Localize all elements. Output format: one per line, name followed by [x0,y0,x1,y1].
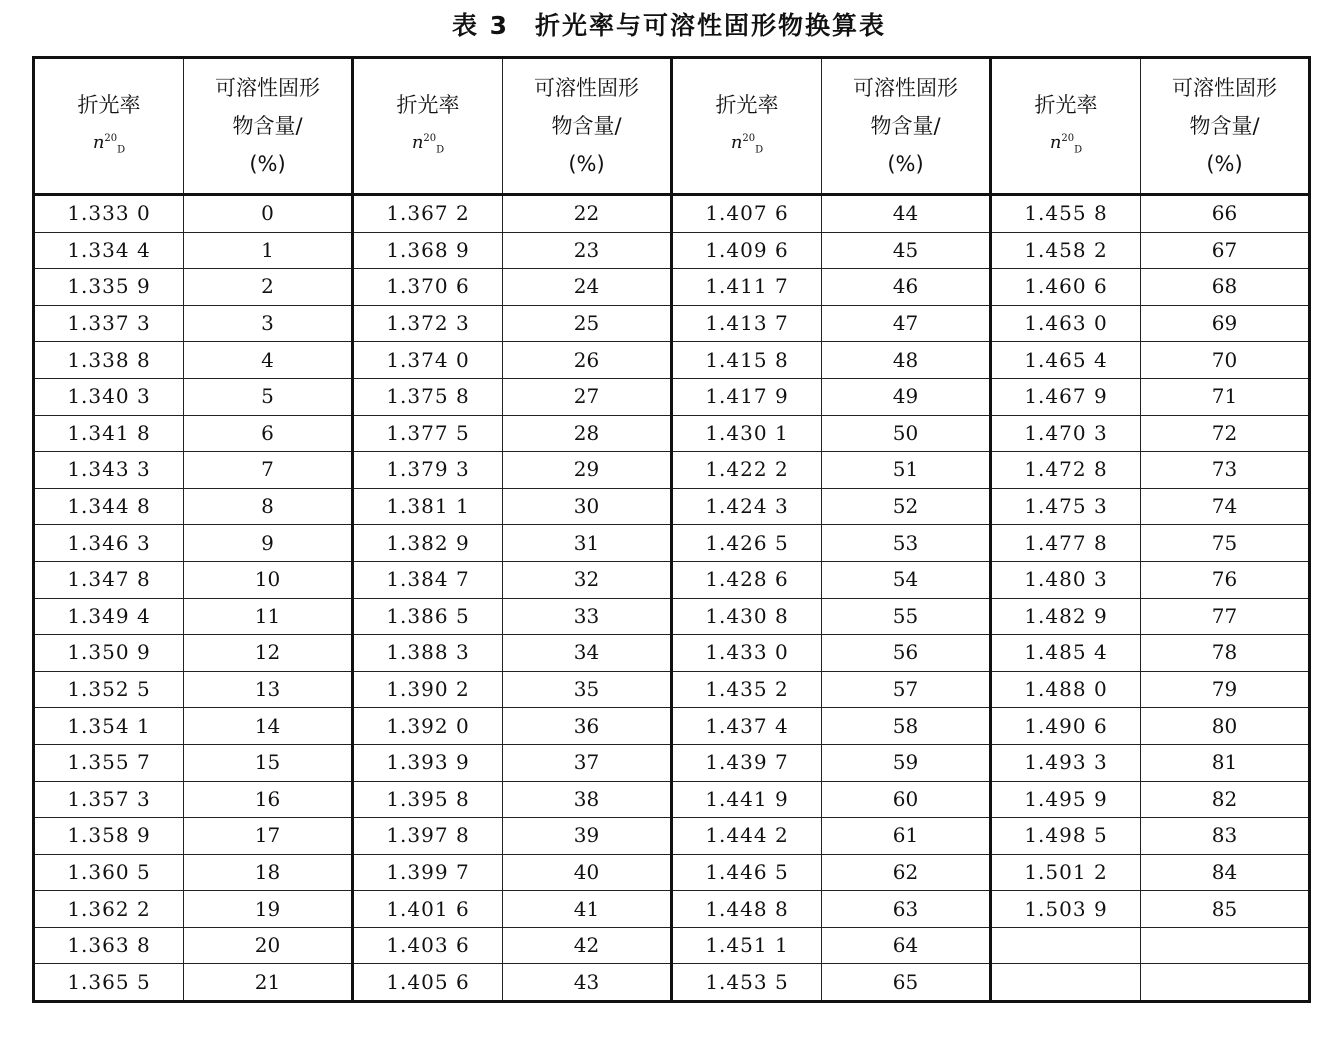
soluble-solids-cell: 36 [503,708,672,745]
refractive-index-cell: 1.381 1 [353,488,503,525]
refractive-index-cell: 1.337 3 [34,305,184,342]
refractive-index-cell: 1.355 7 [34,744,184,781]
soluble-solids-cell: 67 [1141,232,1310,269]
soluble-solids-cell: 63 [822,891,991,928]
soluble-solids-cell: 38 [503,781,672,818]
refractive-index-cell: 1.463 0 [991,305,1141,342]
soluble-solids-cell: 56 [822,635,991,672]
header-soluble-solids: 可溶性固形 物含量/ (%) [503,58,672,195]
soluble-solids-cell: 70 [1141,342,1310,379]
refractive-index-cell: 1.386 5 [353,598,503,635]
refractive-index-cell: 1.372 3 [353,305,503,342]
refractive-index-cell: 1.480 3 [991,561,1141,598]
header-ri-label: 折光率 [77,93,141,118]
soluble-solids-cell: 52 [822,488,991,525]
refractive-index-cell: 1.475 3 [991,488,1141,525]
table-row [34,818,1310,855]
soluble-solids-cell: 79 [1141,671,1310,708]
soluble-solids-cell: 33 [503,598,672,635]
soluble-solids-cell: 47 [822,305,991,342]
header-ri-label: 折光率 [1034,93,1098,118]
refractive-index-cell: 1.335 9 [34,269,184,306]
soluble-solids-cell: 74 [1141,488,1310,525]
table-row [34,891,1310,928]
refractive-index-cell [991,927,1141,964]
table-title-text: 折光率与可溶性固形物换算表 [535,11,887,40]
soluble-solids-cell: 2 [184,269,353,306]
table-row [34,342,1310,379]
soluble-solids-cell: 27 [503,378,672,415]
refractive-index-cell: 1.482 9 [991,598,1141,635]
soluble-solids-cell: 49 [822,378,991,415]
refractive-index-cell: 1.458 2 [991,232,1141,269]
soluble-solids-cell: 64 [822,927,991,964]
refractive-index-cell: 1.490 6 [991,708,1141,745]
refractive-index-cell: 1.399 7 [353,854,503,891]
soluble-solids-cell: 20 [184,927,353,964]
refractive-index-cell: 1.460 6 [991,269,1141,306]
refractive-index-cell: 1.365 5 [34,964,184,1002]
refractive-index-cell: 1.501 2 [991,854,1141,891]
soluble-solids-cell: 5 [184,378,353,415]
header-soluble-solids: 可溶性固形 物含量/ (%) [1141,58,1310,195]
soluble-solids-cell: 66 [1141,195,1310,233]
refractive-index-cell: 1.451 1 [672,927,822,964]
table-row [34,305,1310,342]
refractive-index-cell: 1.467 9 [991,378,1141,415]
table-title [0,8,1338,44]
soluble-solids-cell: 23 [503,232,672,269]
header-soluble-solids: 可溶性固形 物含量/ (%) [822,58,991,195]
soluble-solids-cell: 68 [1141,269,1310,306]
table-header [34,58,1310,195]
soluble-solids-cell [1141,964,1310,1002]
refractive-index-cell: 1.415 8 [672,342,822,379]
soluble-solids-cell: 71 [1141,378,1310,415]
soluble-solids-cell: 6 [184,415,353,452]
table-row [34,671,1310,708]
refractive-index-cell: 1.433 0 [672,635,822,672]
soluble-solids-cell: 16 [184,781,353,818]
refractive-index-cell: 1.493 3 [991,744,1141,781]
table-row [34,598,1310,635]
refractive-index-cell: 1.444 2 [672,818,822,855]
table-row [34,525,1310,562]
refractive-index-cell: 1.470 3 [991,415,1141,452]
refractive-index-cell: 1.377 5 [353,415,503,452]
soluble-solids-cell: 59 [822,744,991,781]
refractive-index-cell: 1.453 5 [672,964,822,1002]
soluble-solids-cell: 15 [184,744,353,781]
refractive-index-cell: 1.407 6 [672,195,822,233]
soluble-solids-cell: 17 [184,818,353,855]
soluble-solids-cell: 26 [503,342,672,379]
refractive-index-cell: 1.488 0 [991,671,1141,708]
header-refractive-index [34,58,184,195]
table-row [34,854,1310,891]
header-refractive-index [991,58,1141,195]
soluble-solids-cell: 40 [503,854,672,891]
refractive-index-cell: 1.498 5 [991,818,1141,855]
refractive-index-cell: 1.367 2 [353,195,503,233]
soluble-solids-cell: 12 [184,635,353,672]
refractive-index-cell: 1.368 9 [353,232,503,269]
soluble-solids-cell: 81 [1141,744,1310,781]
table-row [34,415,1310,452]
refractive-index-cell: 1.374 0 [353,342,503,379]
soluble-solids-cell: 50 [822,415,991,452]
refractive-index-cell [991,964,1141,1002]
refractive-index-cell: 1.362 2 [34,891,184,928]
refractive-index-cell: 1.495 9 [991,781,1141,818]
table-row [34,561,1310,598]
soluble-solids-cell: 39 [503,818,672,855]
soluble-solids-cell: 62 [822,854,991,891]
soluble-solids-cell: 44 [822,195,991,233]
soluble-solids-cell: 54 [822,561,991,598]
refractive-index-cell: 1.424 3 [672,488,822,525]
soluble-solids-cell: 7 [184,452,353,489]
refractive-index-cell: 1.344 8 [34,488,184,525]
soluble-solids-cell: 29 [503,452,672,489]
soluble-solids-cell: 32 [503,561,672,598]
soluble-solids-cell: 43 [503,964,672,1002]
soluble-solids-cell: 84 [1141,854,1310,891]
refractive-index-cell: 1.395 8 [353,781,503,818]
conversion-table [32,56,1311,1003]
refractive-index-cell: 1.375 8 [353,378,503,415]
refractive-index-cell: 1.465 4 [991,342,1141,379]
refractive-index-cell: 1.379 3 [353,452,503,489]
header-ri-symbol: $n^{20}_D$ [1049,132,1083,156]
soluble-solids-cell: 73 [1141,452,1310,489]
soluble-solids-cell: 85 [1141,891,1310,928]
refractive-index-cell: 1.503 9 [991,891,1141,928]
refractive-index-cell: 1.397 8 [353,818,503,855]
soluble-solids-cell: 8 [184,488,353,525]
table-row [34,635,1310,672]
refractive-index-cell: 1.357 3 [34,781,184,818]
table-row [34,708,1310,745]
table-row [34,927,1310,964]
soluble-solids-cell: 34 [503,635,672,672]
soluble-solids-cell: 55 [822,598,991,635]
soluble-solids-cell: 41 [503,891,672,928]
refractive-index-cell: 1.417 9 [672,378,822,415]
soluble-solids-cell: 13 [184,671,353,708]
soluble-solids-cell: 10 [184,561,353,598]
soluble-solids-cell: 80 [1141,708,1310,745]
refractive-index-cell: 1.409 6 [672,232,822,269]
refractive-index-cell: 1.401 6 [353,891,503,928]
soluble-solids-cell: 31 [503,525,672,562]
refractive-index-cell: 1.441 9 [672,781,822,818]
header-refractive-index [672,58,822,195]
refractive-index-cell: 1.340 3 [34,378,184,415]
refractive-index-cell: 1.358 9 [34,818,184,855]
table-row [34,269,1310,306]
soluble-solids-cell [1141,927,1310,964]
table-row [34,195,1310,233]
header-soluble-solids: 可溶性固形 物含量/ (%) [184,58,353,195]
refractive-index-cell: 1.388 3 [353,635,503,672]
soluble-solids-cell: 0 [184,195,353,233]
table-row [34,964,1310,1002]
table-row [34,378,1310,415]
refractive-index-cell: 1.393 9 [353,744,503,781]
soluble-solids-cell: 35 [503,671,672,708]
soluble-solids-cell: 22 [503,195,672,233]
soluble-solids-cell: 37 [503,744,672,781]
soluble-solids-cell: 53 [822,525,991,562]
refractive-index-cell: 1.477 8 [991,525,1141,562]
refractive-index-cell: 1.343 3 [34,452,184,489]
soluble-solids-cell: 82 [1141,781,1310,818]
refractive-index-cell: 1.349 4 [34,598,184,635]
soluble-solids-cell: 1 [184,232,353,269]
soluble-solids-cell: 48 [822,342,991,379]
refractive-index-cell: 1.363 8 [34,927,184,964]
soluble-solids-cell: 3 [184,305,353,342]
refractive-index-cell: 1.346 3 [34,525,184,562]
soluble-solids-cell: 72 [1141,415,1310,452]
refractive-index-cell: 1.352 5 [34,671,184,708]
refractive-index-cell: 1.354 1 [34,708,184,745]
header-ri-symbol: $n^{20}_D$ [92,132,126,156]
refractive-index-cell: 1.392 0 [353,708,503,745]
soluble-solids-cell: 14 [184,708,353,745]
soluble-solids-cell: 18 [184,854,353,891]
table-number: 表 3 [451,11,510,40]
refractive-index-cell: 1.472 8 [991,452,1141,489]
refractive-index-cell: 1.455 8 [991,195,1141,233]
soluble-solids-cell: 24 [503,269,672,306]
refractive-index-cell: 1.411 7 [672,269,822,306]
soluble-solids-cell: 65 [822,964,991,1002]
soluble-solids-cell: 83 [1141,818,1310,855]
soluble-solids-cell: 58 [822,708,991,745]
header-ri-symbol: $n^{20}_D$ [411,132,445,156]
soluble-solids-cell: 21 [184,964,353,1002]
soluble-solids-cell: 75 [1141,525,1310,562]
refractive-index-cell: 1.360 5 [34,854,184,891]
refractive-index-cell: 1.430 8 [672,598,822,635]
header-ri-label: 折光率 [715,93,779,118]
soluble-solids-cell: 4 [184,342,353,379]
refractive-index-cell: 1.448 8 [672,891,822,928]
refractive-index-cell: 1.439 7 [672,744,822,781]
refractive-index-cell: 1.485 4 [991,635,1141,672]
refractive-index-cell: 1.384 7 [353,561,503,598]
header-row [34,58,1310,195]
refractive-index-cell: 1.437 4 [672,708,822,745]
table-row [34,232,1310,269]
refractive-index-cell: 1.341 8 [34,415,184,452]
soluble-solids-cell: 51 [822,452,991,489]
soluble-solids-cell: 60 [822,781,991,818]
refractive-index-cell: 1.338 8 [34,342,184,379]
refractive-index-cell: 1.446 5 [672,854,822,891]
soluble-solids-cell: 78 [1141,635,1310,672]
refractive-index-cell: 1.334 4 [34,232,184,269]
table-row [34,452,1310,489]
soluble-solids-cell: 9 [184,525,353,562]
table-row [34,744,1310,781]
soluble-solids-cell: 25 [503,305,672,342]
header-ri-symbol: $n^{20}_D$ [730,132,764,156]
refractive-index-cell: 1.413 7 [672,305,822,342]
refractive-index-cell: 1.428 6 [672,561,822,598]
soluble-solids-cell: 30 [503,488,672,525]
table-body [34,195,1310,1002]
refractive-index-cell: 1.405 6 [353,964,503,1002]
refractive-index-cell: 1.382 9 [353,525,503,562]
refractive-index-cell: 1.430 1 [672,415,822,452]
refractive-index-cell: 1.403 6 [353,927,503,964]
refractive-index-cell: 1.422 2 [672,452,822,489]
refractive-index-cell: 1.426 5 [672,525,822,562]
soluble-solids-cell: 77 [1141,598,1310,635]
header-ri-label: 折光率 [396,93,460,118]
refractive-index-cell: 1.350 9 [34,635,184,672]
soluble-solids-cell: 45 [822,232,991,269]
header-refractive-index [353,58,503,195]
soluble-solids-cell: 11 [184,598,353,635]
refractive-index-cell: 1.435 2 [672,671,822,708]
table-row [34,488,1310,525]
soluble-solids-cell: 76 [1141,561,1310,598]
soluble-solids-cell: 69 [1141,305,1310,342]
refractive-index-cell: 1.390 2 [353,671,503,708]
soluble-solids-cell: 19 [184,891,353,928]
soluble-solids-cell: 46 [822,269,991,306]
refractive-index-cell: 1.347 8 [34,561,184,598]
refractive-index-cell: 1.370 6 [353,269,503,306]
soluble-solids-cell: 57 [822,671,991,708]
table-row [34,781,1310,818]
refractive-index-cell: 1.333 0 [34,195,184,233]
soluble-solids-cell: 42 [503,927,672,964]
soluble-solids-cell: 28 [503,415,672,452]
soluble-solids-cell: 61 [822,818,991,855]
